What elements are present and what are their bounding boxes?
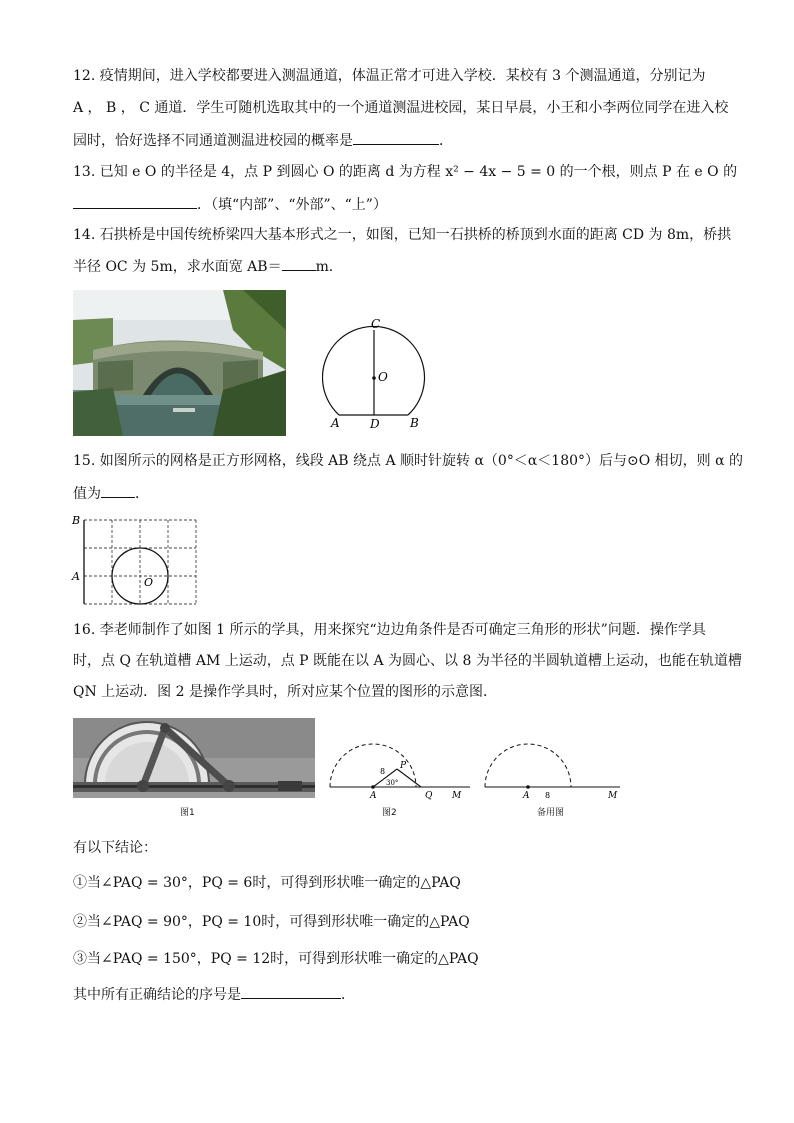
q16-final-end: ．: [341, 987, 355, 1003]
fig3-point-a: [526, 785, 530, 789]
dashed-grid: [84, 520, 196, 604]
q15-answer-blank[interactable]: [101, 483, 135, 498]
q14-line1: 14. 石拱桥是中国传统桥梁四大基本形式之一，如图，已知一石拱桥的桥顶到水面的距离 CD 为 8m，桥拱: [73, 227, 732, 243]
q14-line2-unit: m．: [315, 259, 343, 275]
q16-answer-blank[interactable]: [241, 984, 341, 999]
q14-line2-text: 半径 OC 为 5m，求水面宽 AB＝: [73, 259, 282, 275]
fig2-label-m: M: [452, 791, 462, 801]
q15-line2-end: ．: [135, 486, 149, 502]
grid-label-b: B: [72, 514, 81, 527]
q16-conclusion-3: ③当∠PAQ = 150°，PQ = 12时，可得到形状唯一确定的△PAQ: [73, 951, 479, 967]
fig1-caption: 图1: [180, 808, 195, 818]
figure-2: [325, 735, 475, 803]
q15-line1: 15. 如图所示的网格是正方形网格，线段 AB 绕点 A 顺时针旋转 α（0°＜α＜180°）后与⊙O 相切，则 α 的: [73, 453, 744, 469]
grid-figure: [70, 510, 202, 606]
fig3-caption: 备用图: [537, 808, 565, 818]
q12-line1: 12. 疫情期间，进入学校都要进入测温通道，体温正常才可进入学校．某校有 3 个测温通道，分别记为: [73, 68, 706, 84]
fig2-point-a: [371, 785, 375, 789]
q16-final: [73, 984, 355, 1005]
q12-answer-blank[interactable]: [353, 130, 439, 145]
q14-answer-blank[interactable]: [282, 256, 316, 271]
q13-answer-blank[interactable]: [73, 194, 197, 209]
fig2-caption: 图2: [382, 808, 397, 818]
q13-line2: [73, 194, 387, 215]
label-a: A: [331, 416, 340, 430]
q16-line2: 时，点 Q 在轨道槽 AM 上运动，点 P 既能在以 A 为圆心、以 8 为半径的半圆轨道槽上运动，也能在轨道槽: [73, 653, 742, 669]
fig3-semicircle: [485, 744, 571, 787]
arch-diagram: [322, 312, 438, 434]
center-point-o: [372, 376, 376, 380]
tool-photo: [73, 718, 315, 798]
fig2-label-p: P: [400, 761, 407, 771]
q16-conclusion-1: ①当∠PAQ = 30°，PQ = 6时，可得到形状唯一确定的△PAQ: [73, 875, 461, 891]
q12-line3-end: ．: [439, 133, 453, 149]
q15-line2-text: 值为: [73, 486, 101, 502]
q16-line1: 16. 李老师制作了如图 1 所示的学具，用来探究“边边角条件是否可确定三角形的形状”问题．操作学具: [73, 622, 706, 638]
bridge-photo-drawing: [73, 290, 286, 436]
label-b: B: [410, 416, 419, 430]
q14-line2: [73, 256, 343, 277]
q12-line2: A ， B ， C 通道．学生可随机选取其中的一个通道测温进校园，某日早晨，小王和小李两位同学在进入校: [73, 100, 729, 116]
q16-conclusion-2: ②当∠PAQ = 90°，PQ = 10时，可得到形状唯一确定的△PAQ: [73, 914, 470, 930]
q12-line3-text: 园时，恰好选择不同通道测温进校园的概率是: [73, 133, 353, 149]
q13-line1: 13. 已知 e O 的半径是 4，点 P 到圆心 O 的距离 d 为方程 x² − 4x − 5 = 0 的一个根，则点 P 在 e O 的: [73, 164, 738, 180]
fig2-label-a: A: [370, 791, 377, 801]
q13-line2-end: ．（填“内部”、“外部”、“上”）: [197, 197, 387, 213]
fig2-segment-pq: [397, 769, 421, 787]
fig3-label-a: A: [523, 791, 530, 801]
q16-conclusions-intro: 有以下结论：: [73, 840, 157, 856]
bridge-photo: [73, 290, 286, 436]
label-d: D: [370, 417, 380, 431]
fig3-label-8: 8: [545, 791, 551, 800]
tool-photo-drawing: [73, 718, 315, 798]
fig2-label-8: 8: [380, 767, 386, 776]
fig2-label-q: Q: [425, 791, 433, 801]
q16-line3: QN 上运动．图 2 是操作学具时，所对应某个位置的图形的示意图．: [73, 684, 497, 700]
fig3-label-m: M: [608, 791, 618, 801]
q12-line3: [73, 130, 453, 151]
backup-figure: [480, 735, 625, 803]
grid-label-o: O: [144, 576, 154, 589]
grid-label-a: A: [72, 570, 80, 583]
label-c: C: [371, 317, 381, 331]
fig2-label-angle: 30°: [386, 779, 399, 787]
q16-final-text: 其中所有正确结论的序号是: [73, 987, 241, 1003]
q15-line2: [73, 483, 149, 504]
label-o: O: [378, 370, 388, 384]
